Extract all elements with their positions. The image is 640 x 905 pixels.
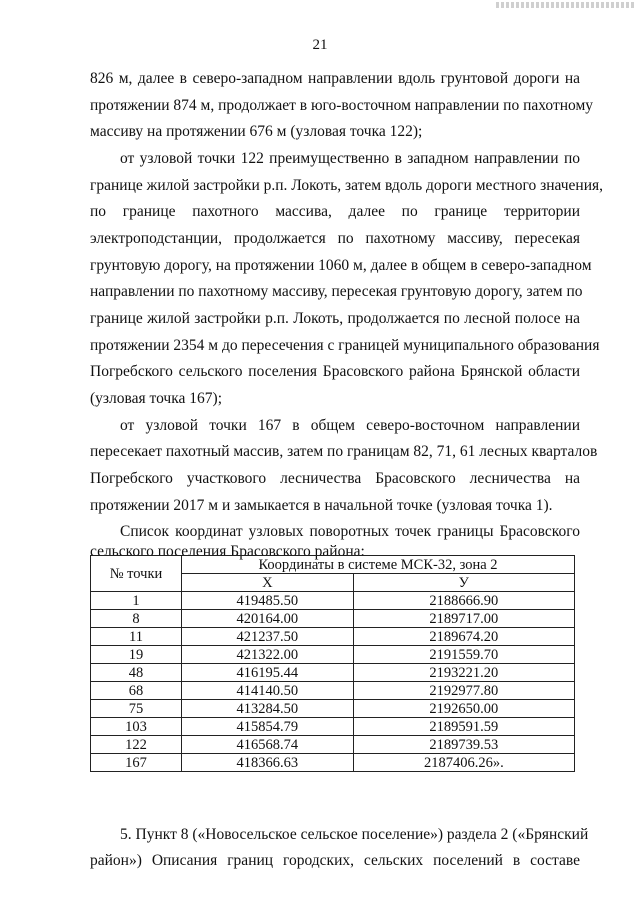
text-line: грунтовую дорогу, на протяжении 1060 м, далее в общем в северо-западном — [90, 257, 592, 274]
coordinates-table — [90, 555, 575, 772]
cell-point: 8 — [91, 610, 182, 628]
cell-point: 19 — [91, 646, 182, 664]
cell-point: 1 — [91, 592, 182, 610]
cell-y: 2189674.20 — [353, 628, 574, 646]
text-line: границе жилой застройки р.п. Локоть, продолжается по лесной полосе на — [90, 310, 580, 327]
cell-x: 421237.50 — [182, 628, 354, 646]
scan-corner-mark — [496, 2, 636, 8]
text-line: электроподстанции, продолжается по пахотному массиву, пересекая — [90, 230, 580, 247]
cell-point: 68 — [91, 682, 182, 700]
cell-y: 2192650.00 — [353, 700, 574, 718]
text-line: 5. Пункт 8 («Новосельское сельское поселение») раздела 2 («Брянский — [120, 826, 589, 843]
text-line: границе жилой застройки р.п. Локоть, затем вдоль дороги местного значения, — [90, 177, 604, 194]
table-row — [91, 682, 575, 700]
cell-point: 75 — [91, 700, 182, 718]
column-header-x: X — [182, 574, 354, 592]
cell-point: 48 — [91, 664, 182, 682]
table-row — [91, 646, 575, 664]
table-row — [91, 592, 575, 610]
cell-point: 122 — [91, 736, 182, 754]
text-line: 826 м, далее в северо-западном направлении вдоль грунтовой дороги на — [90, 70, 580, 87]
cell-y: 2192977.80 — [353, 682, 574, 700]
table-row — [91, 718, 575, 736]
text-line: от узловой точки 122 преимущественно в западном направлении по — [120, 150, 580, 167]
text-line: протяжении 2017 м и замыкается в начальной точке (узловая точка 1). — [90, 497, 553, 514]
cell-y: 2189591.59 — [353, 718, 574, 736]
column-header-coordinates: Координаты в системе МСК-32, зона 2 — [182, 556, 575, 574]
cell-y: 2189717.00 — [353, 610, 574, 628]
column-header-y: У — [353, 574, 574, 592]
text-line: Погребского сельского поселения Брасовского района Брянской области — [90, 363, 580, 380]
page-number: 21 — [312, 37, 328, 53]
table-row — [91, 754, 575, 772]
cell-y: 2187406.26». — [353, 754, 574, 772]
cell-x: 413284.50 — [182, 700, 354, 718]
cell-y: 2191559.70 — [353, 646, 574, 664]
cell-point: 11 — [91, 628, 182, 646]
cell-point: 167 — [91, 754, 182, 772]
text-line: массиву на протяжении 676 м (узловая точка 122); — [90, 123, 423, 140]
text-line: Список координат узловых поворотных точек границы Брасовского — [120, 523, 580, 540]
text-line: по границе пахотного массива, далее по границе территории — [90, 203, 580, 220]
text-line: Погребского участкового лесничества Брасовского лесничества на — [90, 470, 580, 487]
cell-x: 420164.00 — [182, 610, 354, 628]
cell-x: 421322.00 — [182, 646, 354, 664]
cell-y: 2193221.20 — [353, 664, 574, 682]
text-line: направлении по пахотному массиву, пересекая грунтовую дорогу, затем по — [90, 283, 583, 300]
cell-y: 2189739.53 — [353, 736, 574, 754]
text-line: район») Описания границ городских, сельских поселений в составе — [90, 852, 580, 869]
cell-y: 2188666.90 — [353, 592, 574, 610]
cell-x: 416568.74 — [182, 736, 354, 754]
cell-point: 103 — [91, 718, 182, 736]
cell-x: 419485.50 — [182, 592, 354, 610]
text-line: пересекает пахотный массив, затем по границам 82, 71, 61 лесных кварталов — [90, 443, 598, 460]
table-row — [91, 700, 575, 718]
cell-x: 418366.63 — [182, 754, 354, 772]
text-line: (узловая точка 167); — [90, 390, 222, 407]
table-row — [91, 664, 575, 682]
text-line: протяжении 874 м, продолжает в юго-восточном направлении по пахотному — [90, 97, 594, 114]
text-line: сельского поселения Брасовского района: — [90, 543, 365, 560]
table-row — [91, 736, 575, 754]
text-line: от узловой точки 167 в общем северо-восточном направлении — [120, 417, 580, 434]
table-row — [91, 628, 575, 646]
table-row — [91, 610, 575, 628]
cell-x: 415854.79 — [182, 718, 354, 736]
cell-x: 416195.44 — [182, 664, 354, 682]
column-header-point: № точки — [91, 556, 182, 592]
text-line: протяжении 2354 м до пересечения с границей муниципального образования — [90, 337, 600, 354]
cell-x: 414140.50 — [182, 682, 354, 700]
